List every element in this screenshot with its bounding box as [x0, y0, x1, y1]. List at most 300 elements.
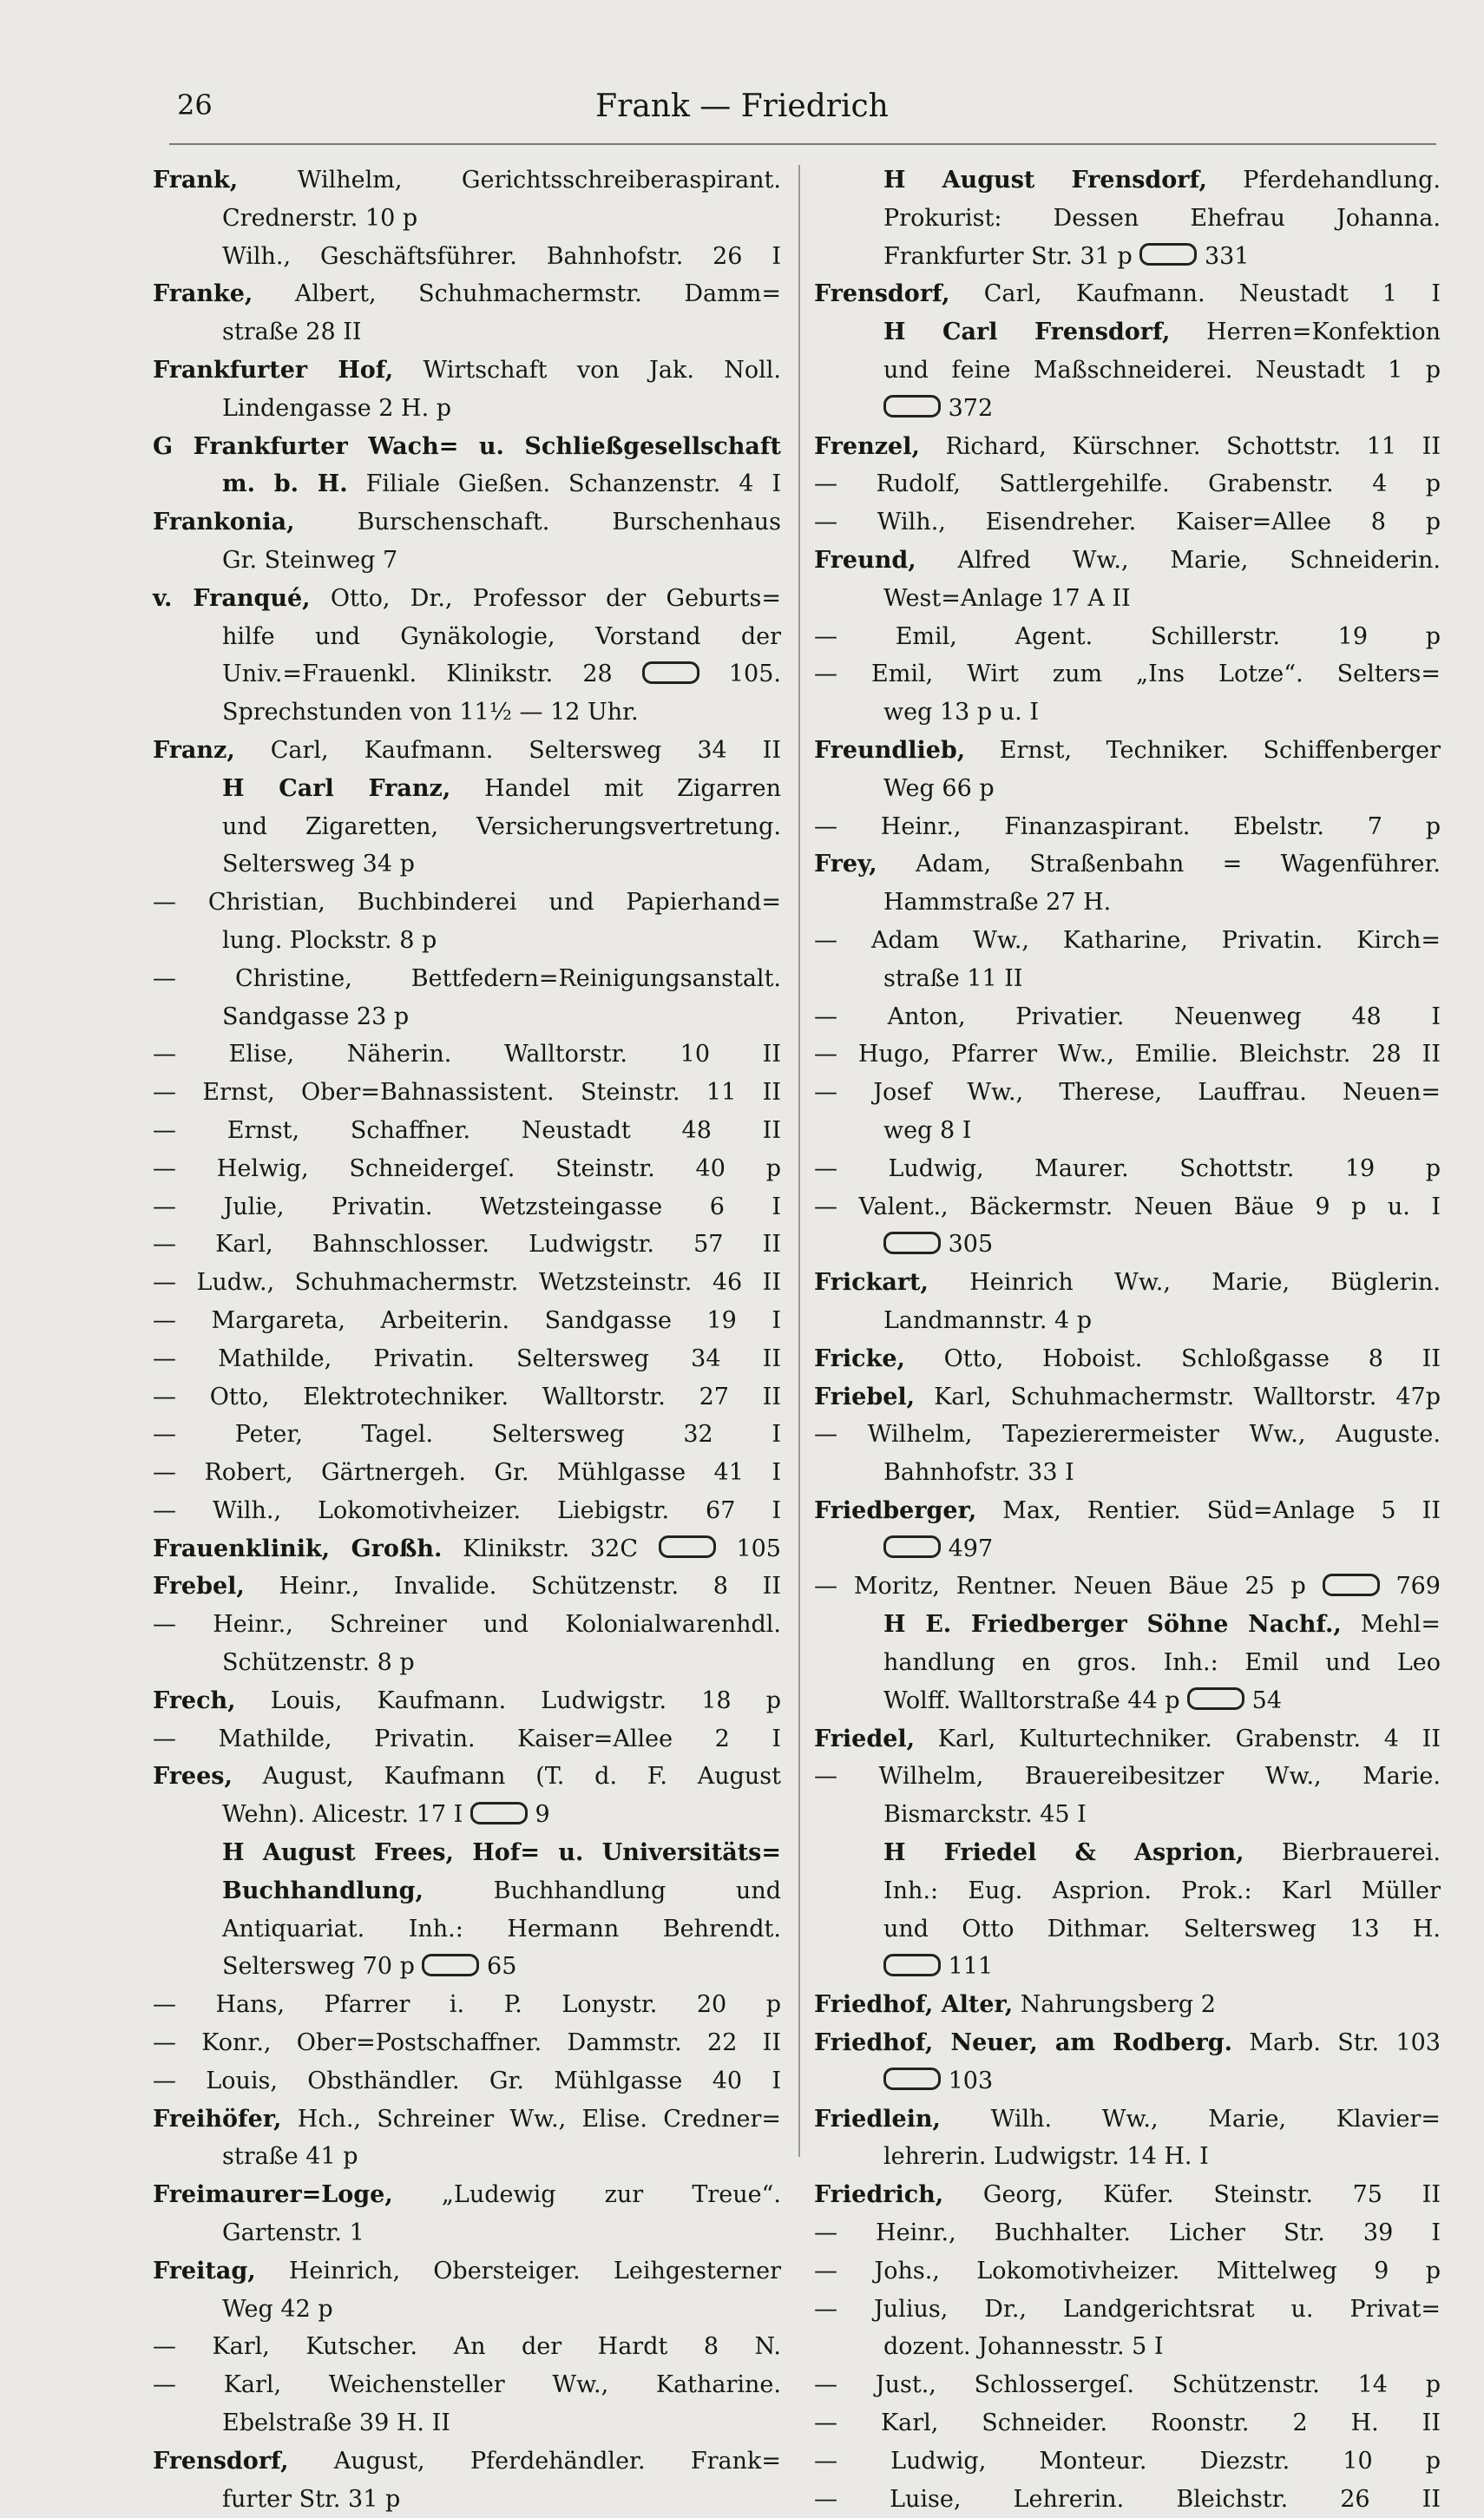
directory-line [153, 1226, 781, 1264]
directory-line [814, 1720, 1441, 1759]
directory-line [814, 960, 1441, 998]
directory-line [153, 1074, 781, 1112]
directory-line [153, 465, 781, 503]
directory-line [153, 200, 781, 238]
directory-line [153, 580, 781, 618]
directory-line [153, 503, 781, 542]
directory-line [153, 2024, 781, 2062]
entry-text: Karl, Schuhmachermstr. Walltorstr. 47p [915, 1383, 1441, 1410]
entry-text: — Heinr., Schreiner und Kolonialwarenhdl. [153, 1611, 781, 1639]
directory-line [153, 1796, 781, 1834]
entry-name: Freimaurer=Loge, [153, 2181, 393, 2209]
entry-name: H Carl Frensdorf, [883, 319, 1171, 346]
directory-line [814, 2481, 1441, 2518]
entry-name: Frensdorf, [814, 280, 950, 308]
running-head: Frank — Friedrich [595, 89, 889, 124]
directory-line [814, 2366, 1441, 2404]
entry-text: — Wilh., Eisendreher. Kaiser=Allee 8 p [814, 509, 1441, 536]
entry-name: Friebel, [814, 1383, 916, 1410]
entry-name: Franke, [153, 280, 253, 308]
entry-name: Frensdorf, [153, 2447, 289, 2475]
entry-text: — Hans, Pfarrer i. P. Lonystr. 20 p [153, 1991, 781, 2019]
entry-text: Hch., Schreiner Ww., Elise. Credner= [281, 2105, 781, 2133]
entry-text: — Karl, Schneider. Roonstr. 2 H. II [814, 2410, 1441, 2437]
directory-line [153, 1948, 781, 1986]
entry-text: Carl, Kaufmann. Neustadt 1 I [949, 280, 1441, 308]
entry-text: Bismarckstr. 45 I [883, 1801, 1087, 1829]
entry-text: — Rudolf, Sattlergehilfe. Grabenstr. 4 p [814, 470, 1441, 498]
directory-line [814, 1340, 1441, 1378]
directory-line [153, 694, 781, 732]
directory-line [153, 1302, 781, 1340]
entry-text: — Emil, Wirt zum „Ins Lotze“. Selters= [814, 661, 1441, 688]
directory-line [814, 922, 1441, 960]
directory-line [153, 1150, 781, 1188]
entry-name: Freitag, [153, 2257, 256, 2285]
entry-text: Georg, Küfer. Steinstr. 75 II [943, 2181, 1441, 2209]
directory-line [814, 1378, 1441, 1417]
entry-text: Louis, Kaufmann. Ludwigstr. 18 p [235, 1686, 781, 1714]
entry-text: Univ.=Frauenkl. Klinikstr. 28 105. [222, 661, 781, 688]
entry-text: Wilhelm, Gerichtsschreiberaspirant. [238, 167, 781, 194]
entry-text: — Moritz, Rentner. Neuen Bäue 25 p 769 [814, 1573, 1441, 1601]
entry-text: — Ludw., Schuhmachermstr. Wetzsteinstr. 46 II [153, 1269, 781, 1297]
entry-text: Mehl= [1341, 1611, 1441, 1639]
entry-text: dozent. Johannesstr. 5 I [883, 2333, 1164, 2361]
entry-text: — Elise, Näherin. Walltorstr. 10 II [153, 1041, 781, 1068]
entry-text: und feine Maßschneiderei. Neustadt 1 p [883, 356, 1441, 384]
directory-line [153, 2481, 781, 2518]
entry-text: Ebelstraße 39 H. II [222, 2410, 450, 2437]
directory-line [153, 1264, 781, 1302]
directory-line [153, 732, 781, 770]
entry-name: Friedhof, Neuer, am Rodberg. [814, 2029, 1233, 2057]
directory-line [814, 2404, 1441, 2442]
entry-name: Frauenklinik, Großh. [153, 1535, 443, 1562]
entry-text: — Anton, Privatier. Neuenweg 48 I [814, 1003, 1441, 1030]
directory-line [153, 1492, 781, 1530]
entry-text: — Ernst, Ober=Bahnassistent. Steinstr. 11 II [153, 1079, 781, 1107]
entry-name: Friedlein, [814, 2105, 941, 2133]
directory-line [814, 161, 1441, 200]
entry-name: Franz, [153, 736, 235, 764]
right-column [814, 161, 1441, 2518]
telephone-icon [883, 1535, 941, 1558]
entry-text: Sandgasse 23 p [222, 1003, 410, 1030]
directory-line [153, 2252, 781, 2291]
entry-text: — Julius, Dr., Landgerichtsrat u. Privat= [814, 2295, 1441, 2323]
entry-text: Ernst, Techniker. Schiffenberger [965, 736, 1441, 764]
directory-line [814, 1035, 1441, 1074]
directory-line [153, 808, 781, 846]
directory-line [814, 998, 1441, 1036]
entry-text: Weg 66 p [883, 774, 995, 802]
entry-name: Friedel, [814, 1725, 916, 1752]
entry-text: — Valent., Bäckermstr. Neuen Bäue 9 p u. I [814, 1193, 1441, 1220]
telephone-icon [659, 1535, 716, 1558]
directory-line [814, 2291, 1441, 2329]
entry-text: 305 [883, 1231, 993, 1258]
directory-line [153, 1340, 781, 1378]
entry-text: Marb. Str. 103 [1232, 2029, 1441, 2057]
entry-text: 372 [883, 395, 993, 422]
directory-line [153, 1720, 781, 1759]
directory-line [814, 542, 1441, 580]
column-divider [798, 165, 800, 2157]
directory-line [814, 808, 1441, 846]
directory-line [153, 1188, 781, 1226]
entry-text: — Wilhelm, Tapezierermeister Ww., Auguste. [814, 1421, 1441, 1449]
entry-text: — Adam Ww., Katharine, Privatin. Kirch= [814, 926, 1441, 954]
page-number: 26 [177, 89, 213, 122]
entry-text: Wilh., Geschäftsführer. Bahnhofstr. 26 I [222, 242, 781, 270]
entry-name: Buchhandlung, [222, 1877, 424, 1904]
entry-text: Max, Rentier. Süd=Anlage 5 II [976, 1496, 1441, 1524]
entry-text: Landmannstr. 4 p [883, 1306, 1093, 1334]
entry-text: Bahnhofstr. 33 I [883, 1459, 1074, 1487]
telephone-icon [883, 2068, 941, 2090]
entry-text: Crednerstr. 10 p [222, 204, 418, 232]
entry-name: Frey, [814, 851, 877, 878]
entry-text: — Christine, Bettfedern=Reinigungsanstalt. [153, 964, 781, 992]
entry-text: Heinrich Ww., Marie, Büglerin. [928, 1269, 1441, 1297]
entry-name: Frank, [153, 167, 239, 194]
directory-line [814, 1910, 1441, 1949]
directory-line [153, 1606, 781, 1644]
directory-line [814, 428, 1441, 466]
entry-text: Sprechstunden von 11½ — 12 Uhr. [222, 699, 639, 726]
entry-text: — Johs., Lokomotivheizer. Mittelweg 9 p [814, 2257, 1441, 2285]
directory-line [814, 1188, 1441, 1226]
telephone-icon [1323, 1574, 1380, 1596]
directory-line [814, 770, 1441, 808]
entry-name: Frankfurter Hof, [153, 356, 394, 384]
directory-line [814, 1872, 1441, 1910]
directory-line [814, 1264, 1441, 1302]
telephone-icon [883, 1232, 941, 1254]
entry-text: Handel mit Zigarren [450, 774, 781, 802]
directory-line [814, 732, 1441, 770]
entry-text: Wirtschaft von Jak. Noll. [393, 356, 781, 384]
directory-line [814, 465, 1441, 503]
entry-name: Friedhof, Alter, [814, 1991, 1014, 2019]
directory-line [814, 2252, 1441, 2291]
directory-line [814, 1150, 1441, 1188]
entry-text: West=Anlage 17 A II [883, 584, 1131, 612]
directory-line [153, 2291, 781, 2329]
entry-text: — Julie, Privatin. Wetzsteingasse 6 I [153, 1193, 781, 1220]
entry-text: — Luise, Lehrerin. Bleichstr. 26 II [814, 2485, 1441, 2513]
entry-text: Heinrich, Obersteiger. Leihgesterner [255, 2257, 781, 2285]
entry-name: H Carl Franz, [222, 774, 451, 802]
directory-line [153, 428, 781, 466]
entry-text: straße 41 p [222, 2143, 358, 2171]
directory-line [814, 1492, 1441, 1530]
directory-line [153, 542, 781, 580]
directory-line [153, 1416, 781, 1454]
directory-line [153, 2328, 781, 2366]
entry-text: Wehn). Alicestr. 17 I 9 [222, 1801, 550, 1829]
directory-line [814, 1948, 1441, 1986]
entry-text: Carl, Kaufmann. Seltersweg 34 II [234, 736, 781, 764]
left-column [153, 161, 781, 2518]
entry-name: Frech, [153, 1686, 236, 1714]
entry-text: — Ernst, Schaffner. Neustadt 48 II [153, 1116, 781, 1144]
directory-line [153, 1758, 781, 1796]
entry-text: Lindengasse 2 H. p [222, 394, 452, 422]
entry-name: H E. Friedberger Söhne Nachf., [883, 1611, 1342, 1639]
entry-text: Filiale Gießen. Schanzenstr. 4 I [347, 470, 781, 498]
entry-text: — Peter, Tagel. Seltersweg 32 I [153, 1421, 781, 1449]
entry-name: Freundlieb, [814, 736, 966, 764]
entry-text: furter Str. 31 p [222, 2485, 401, 2513]
directory-line [153, 1378, 781, 1417]
entry-text: Schützenstr. 8 p [222, 1649, 415, 1677]
directory-line [153, 275, 781, 313]
entry-text: lehrerin. Ludwigstr. 14 H. I [883, 2143, 1209, 2171]
entry-name: G Frankfurter Wach= u. Schließgesellschaft [153, 432, 781, 460]
entry-text: 103 [883, 2068, 993, 2094]
directory-line [814, 1986, 1441, 2024]
header-rule [169, 143, 1436, 145]
directory-line [814, 845, 1441, 884]
entry-text: Weg 42 p [222, 2295, 333, 2323]
directory-line [814, 1112, 1441, 1150]
entry-name: Frebel, [153, 1573, 245, 1601]
directory-line [814, 1758, 1441, 1796]
directory-line [814, 1530, 1441, 1568]
entry-text: — Karl, Bahnschlosser. Ludwigstr. 57 II [153, 1231, 781, 1259]
entry-text: — Helwig, Schneidergeſ. Steinstr. 40 p [153, 1154, 781, 1182]
entry-text: Burschenschaft. Burschenhaus [294, 509, 781, 536]
entry-text: — Karl, Weichensteller Ww., Katharine. [153, 2371, 781, 2399]
directory-line [814, 503, 1441, 542]
entry-text: — Konr., Ober=Postschaffner. Dammstr. 22 II [153, 2029, 781, 2057]
directory-line [153, 655, 781, 694]
entry-name: Frickart, [814, 1269, 929, 1297]
directory-line [153, 2442, 781, 2481]
directory-line [814, 2101, 1441, 2139]
directory-line [153, 2062, 781, 2101]
directory-line [153, 1682, 781, 1720]
entry-text: hilfe und Gynäkologie, Vorstand der [222, 622, 781, 650]
directory-line [814, 1416, 1441, 1454]
entry-text: — Mathilde, Privatin. Seltersweg 34 II [153, 1344, 781, 1372]
directory-line [814, 1226, 1441, 1264]
entry-text: — Just., Schlossergeſ. Schützenstr. 14 p [814, 2371, 1441, 2399]
directory-line [814, 352, 1441, 390]
directory-line [153, 238, 781, 276]
entry-text: Alfred Ww., Marie, Schneiderin. [916, 546, 1441, 574]
entry-text: „Ludewig zur Treue“. [392, 2181, 781, 2209]
directory-line [814, 1682, 1441, 1720]
entry-text: Inh.: Eug. Asprion. Prok.: Karl Müller [883, 1877, 1441, 1904]
entry-name: Fricke, [814, 1344, 905, 1372]
directory-line [814, 1454, 1441, 1492]
directory-line [153, 998, 781, 1036]
entry-text: Richard, Kürschner. Schottstr. 11 II [919, 432, 1441, 460]
telephone-icon [422, 1954, 479, 1976]
directory-line [814, 1834, 1441, 1872]
entry-text: Hammstraße 27 H. [883, 889, 1112, 917]
entry-text: Albert, Schuhmachermstr. Damm= [253, 280, 781, 308]
directory-line [153, 922, 781, 960]
page-header [0, 0, 1484, 148]
directory-line [814, 2214, 1441, 2252]
directory-line [153, 1644, 781, 1682]
telephone-icon [883, 1954, 941, 1976]
entry-name: Friedrich, [814, 2181, 944, 2209]
entry-text: Buchhandlung und [423, 1877, 781, 1904]
entry-text: und Zigaretten, Versicherungsvertretung. [222, 812, 781, 840]
entry-text: — Ludwig, Maurer. Schottstr. 19 p [814, 1154, 1441, 1182]
entry-text: — Hugo, Pfarrer Ww., Emilie. Bleichstr. 28 II [814, 1041, 1441, 1068]
entry-text: — Emil, Agent. Schillerstr. 19 p [814, 622, 1441, 650]
entry-text: Klinikstr. 32C 105 [442, 1535, 781, 1562]
directory-line [814, 2138, 1441, 2176]
directory-line [814, 2442, 1441, 2481]
directory-line [814, 655, 1441, 694]
entry-text: Gr. Steinweg 7 [222, 546, 398, 574]
directory-line [814, 1796, 1441, 1834]
directory-line [153, 1872, 781, 1910]
entry-text: Wilh. Ww., Marie, Klavier= [940, 2105, 1441, 2133]
directory-line [153, 352, 781, 390]
entry-text: lung. Plockstr. 8 p [222, 926, 437, 954]
directory-line [814, 313, 1441, 352]
directory-line [153, 2214, 781, 2252]
entry-text: Heinr., Invalide. Schützenstr. 8 II [244, 1573, 781, 1601]
entry-name: v. Franqué, [153, 584, 311, 612]
directory-line [153, 960, 781, 998]
entry-text: — Wilhelm, Brauereibesitzer Ww., Marie. [814, 1763, 1441, 1791]
entry-text: weg 13 p u. I [883, 699, 1039, 726]
entry-name: Freihöfer, [153, 2105, 282, 2133]
entry-text: — Wilh., Lokomotivheizer. Liebigstr. 67 I [153, 1496, 781, 1524]
directory-line [153, 845, 781, 884]
entry-text: — Margareta, Arbeiterin. Sandgasse 19 I [153, 1306, 781, 1334]
entry-text: Nahrungsberg 2 [1013, 1991, 1216, 2019]
telephone-icon [642, 661, 699, 684]
entry-text: — Heinr., Buchhalter. Licher Str. 39 I [814, 2219, 1441, 2247]
directory-line [814, 618, 1441, 656]
directory-line [814, 580, 1441, 618]
entry-name: Frenzel, [814, 432, 920, 460]
entry-text: — Christian, Buchbinderei und Papierhand= [153, 889, 781, 917]
entry-text: Karl, Kulturtechniker. Grabenstr. 4 II [915, 1725, 1441, 1752]
telephone-icon [1139, 243, 1197, 266]
directory-line [153, 1530, 781, 1568]
entry-text: Otto, Dr., Professor der Geburts= [310, 584, 782, 612]
entry-text: August, Kaufmann (T. d. F. August [232, 1763, 781, 1791]
entry-text: Seltersweg 34 p [222, 851, 415, 878]
entry-text: Herren=Konfektion [1170, 319, 1441, 346]
entry-text: Antiquariat. Inh.: Hermann Behrendt. [222, 1915, 781, 1943]
directory-line [814, 2062, 1441, 2101]
directory-line [153, 390, 781, 428]
entry-text: — Robert, Gärtnergeh. Gr. Mühlgasse 41 I [153, 1459, 781, 1487]
directory-line [153, 2138, 781, 2176]
entry-name: m. b. H. [222, 470, 348, 498]
entry-text: — Mathilde, Privatin. Kaiser=Allee 2 I [153, 1725, 781, 1752]
directory-line [153, 884, 781, 922]
directory-line [814, 275, 1441, 313]
entry-text: Wolff. Walltorstraße 44 p 54 [883, 1686, 1283, 1714]
entry-name: Freund, [814, 546, 916, 574]
telephone-icon [470, 1802, 528, 1824]
directory-line [153, 2366, 781, 2404]
directory-line [153, 2404, 781, 2442]
entry-text: — Karl, Kutscher. An der Hardt 8 N. [153, 2333, 781, 2361]
entry-text: Pferdehandlung. [1206, 167, 1441, 194]
entry-name: Frankonia, [153, 509, 295, 536]
entry-text: Prokurist: Dessen Ehefrau Johanna. [883, 204, 1441, 232]
directory-line [814, 2024, 1441, 2062]
telephone-icon [883, 395, 941, 417]
entry-text: weg 8 I [883, 1116, 972, 1144]
directory-line [153, 1986, 781, 2024]
entry-text: handlung en gros. Inh.: Emil und Leo [883, 1649, 1441, 1677]
entry-name: Frees, [153, 1763, 233, 1791]
entry-text: — Heinr., Finanzaspirant. Ebelstr. 7 p [814, 812, 1441, 840]
directory-line [153, 618, 781, 656]
entry-text: Bierbrauerei. [1244, 1839, 1441, 1867]
directory-line [814, 2328, 1441, 2366]
directory-line [814, 390, 1441, 428]
directory-line [153, 2101, 781, 2139]
entry-text: — Josef Ww., Therese, Lauffrau. Neuen= [814, 1079, 1441, 1107]
directory-line [153, 1112, 781, 1150]
directory-line [153, 161, 781, 200]
directory-line [153, 1454, 781, 1492]
directory-line [153, 1035, 781, 1074]
entry-text: straße 28 II [222, 319, 362, 346]
directory-line [814, 1074, 1441, 1112]
entry-text: 497 [883, 1535, 993, 1562]
entry-text: August, Pferdehändler. Frank= [288, 2447, 781, 2475]
entry-text: — Ludwig, Monteur. Diezstr. 10 p [814, 2447, 1441, 2475]
directory-line [814, 200, 1441, 238]
telephone-icon [1187, 1687, 1244, 1710]
entry-name: H August Frees, Hof= u. Universitäts= [222, 1839, 781, 1867]
entry-text: Seltersweg 70 p 65 [222, 1953, 517, 1981]
entry-text: Adam, Straßenbahn = Wagenführer. [877, 851, 1441, 878]
directory-line [814, 1606, 1441, 1644]
directory-line [153, 1568, 781, 1606]
directory-line [814, 1302, 1441, 1340]
entry-text: und Otto Dithmar. Seltersweg 13 H. [883, 1915, 1441, 1943]
directory-line [814, 2176, 1441, 2214]
entry-name: Friedberger, [814, 1496, 977, 1524]
entry-text: Otto, Hoboist. Schloßgasse 8 II [904, 1344, 1441, 1372]
directory-line [814, 1644, 1441, 1682]
directory-line [814, 884, 1441, 922]
entry-name: H August Frensdorf, [883, 167, 1207, 194]
directory-line [814, 1568, 1441, 1606]
directory-line [153, 770, 781, 808]
entry-text: — Louis, Obsthändler. Gr. Mühlgasse 40 I [153, 2067, 781, 2094]
directory-line [153, 1834, 781, 1872]
entry-text: Gartenstr. 1 [222, 2219, 364, 2247]
directory-line [814, 694, 1441, 732]
entry-text: — Otto, Elektrotechniker. Walltorstr. 27 II [153, 1383, 781, 1410]
entry-text: Frankfurter Str. 31 p 331 [883, 242, 1250, 270]
entry-name: H Friedel & Asprion, [883, 1839, 1244, 1867]
entry-text: straße 11 II [883, 964, 1023, 992]
directory-line [153, 313, 781, 352]
directory-line [814, 238, 1441, 276]
entry-text: 111 [883, 1953, 993, 1980]
